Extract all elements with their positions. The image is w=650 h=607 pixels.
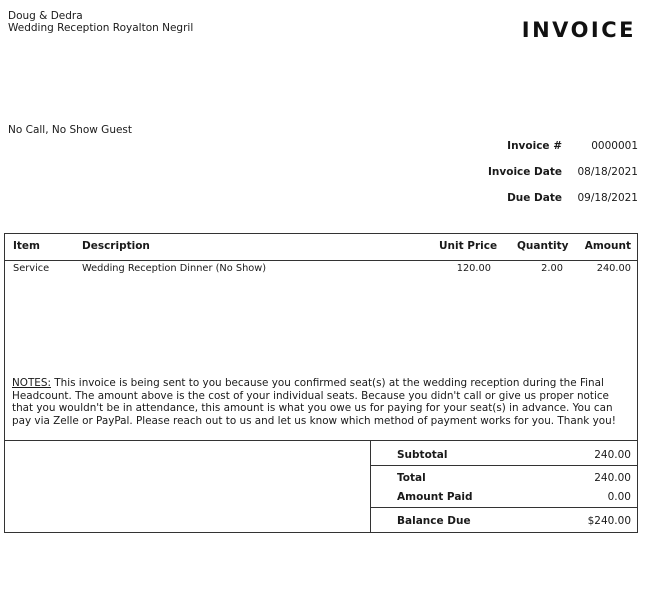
bill-to: No Call, No Show Guest [8,124,133,136]
notes-label: NOTES: [12,377,51,389]
totals-column-divider [370,440,371,533]
row-amount: 240.00 [596,263,631,274]
balance-divider [370,507,638,508]
due-date-value: 09/18/2021 [577,192,638,204]
balance-due-value: $240.00 [587,515,631,527]
row-unit-price: 120.00 [456,263,491,274]
due-date-label: Due Date [507,192,562,204]
notes-text: This invoice is being sent to you because you confirmed seat(s) at the wedding reception during the Final Headcount. The amount above is the cost of your individual seats. Because you didn't call or give us proper notice that you wouldn't be in attendance, this amount is what you owe us for paying for your seat(s) in advance. You can pay via Zelle or PayPal. Please reach out to us and let us know which method of payment works for you. Thank you! [12,377,616,428]
invoice-date-label: Invoice Date [488,166,562,178]
sender-name: Doug & Dedra [8,10,83,22]
invoice-number-value: 0000001 [591,140,638,152]
col-header-item: Item [13,240,40,252]
sender-event: Wedding Reception Royalton Negril [8,22,194,34]
col-header-unit-price: Unit Price [439,240,498,252]
total-label: Total [397,472,426,484]
subtotal-divider [370,465,638,466]
total-value: 240.00 [594,472,631,484]
header-divider [4,260,638,261]
invoice-date-value: 08/18/2021 [577,166,638,178]
balance-due-label: Balance Due [397,515,471,527]
sender-block [8,10,193,34]
col-header-description: Description [82,240,150,252]
amount-paid-label: Amount Paid [397,491,473,503]
row-quantity: 2.00 [541,263,563,274]
row-description: Wedding Reception Dinner (No Show) [82,263,267,274]
document-title: INVOICE [521,18,636,42]
row-item: Service [13,263,50,274]
amount-paid-value: 0.00 [607,491,631,503]
totals-divider [4,440,638,441]
notes [12,377,632,428]
invoice-number-label: Invoice # [507,140,562,152]
subtotal-label: Subtotal [397,449,448,461]
col-header-amount: Amount [584,240,631,252]
subtotal-value: 240.00 [594,449,631,461]
col-header-quantity: Quantity [517,240,569,252]
